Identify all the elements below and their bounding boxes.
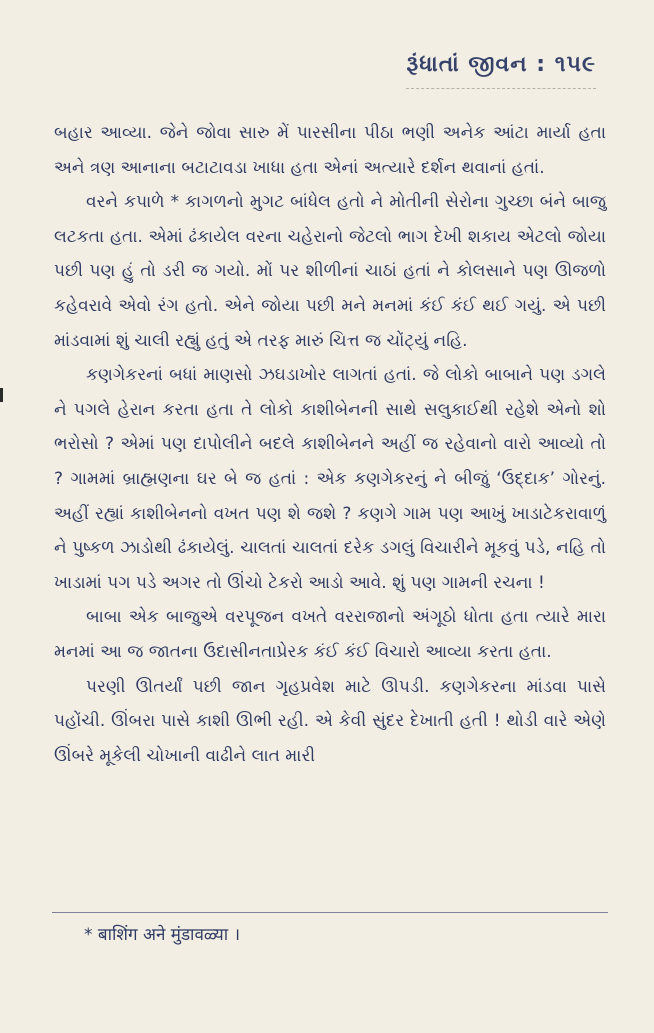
footnote: * बाशिंग अने मुंडावळ्या । bbox=[84, 925, 241, 945]
paragraph-4: બાબા એક બાજુએ વરપૂજન વખતે વરરાજાનો અંગૂઠો ધોતા હતા ત્યારે મારા મનમાં આ જ જાતના ઉદાસીનતાપ્રેરક કંઈ કંઈ વિચારો આવ્યા કરતા હતા. bbox=[54, 607, 606, 662]
paragraph-2: વરને કપાળે * કાગળનો મુગટ બાંધેલ હતો ને મોતીની સેરોના ગુચ્છા બંને બાજુ લટકતા હતા. એમાં ઢંકાયેલ વરના ચહેરાનો જેટલો ભાગ દેખી શકાય એટલો જોયા પછી પણ હું તો ડરી જ ગયો. મોં પર શીળીનાં ચાઠાં હતાં ને કોલસાને પણ ઊજળો કહેવરાવે એવો રંગ હતો. એને જોયા પછી મને મનમાં કંઈ કંઈ થઈ ગયું. એ પછી માંડવામાં શું ચાલી રહ્યું હતું એ તરફ મારું ચિત્ત જ ચોંટ્યું નહિ. bbox=[54, 192, 606, 351]
running-header: રૂંધાતાં જીવન : ૧૫૯ bbox=[406, 52, 596, 77]
paragraph-1: બહાર આવ્યા. જેને જોવા સારુ મેં પારસીના પીઠા ભણી અનેક આંટા માર્યા હતા અને ત્રણ આનાના બટાટાવડા ખાધા હતા એનાં અત્યારે દર્શન થવાનાં હતાં. bbox=[54, 123, 606, 178]
margin-mark bbox=[0, 388, 3, 402]
body-text bbox=[54, 116, 606, 773]
paragraph-5: પરણી ઊતર્યાં પછી જાન ગૃહપ્રવેશ માટે ઊપડી. કણગેકરના માંડવા પાસે પહોંચી. ઊંબરા પાસે કાશી ઊભી રહી. એ કેવી સુંદર દેખાતી હતી ! થોડી વારે એણે ઊંબરે મૂકેલી ચોખાની વાઢીને લાત મારી bbox=[54, 676, 606, 766]
footnote-divider bbox=[52, 912, 608, 913]
header-underline bbox=[406, 88, 596, 89]
paragraph-3: કણગેકરનાં બધાં માણસો ઝઘડાખોર લાગતાં હતાં. જે લોકો બાબાને પણ ડગલે ને પગલે હેરાન કરતા હતા તે લોકો કાશીબેનની સાથે સલુકાઈથી રહેશે એનો શો ભરોસો ? એમાં પણ દાપોલીને બદલે કાશીબેનને અહીં જ રહેવાનો વારો આવ્યો તો ? ગામમાં બ્રાહ્મણના ઘર બે જ હતાં : એક કણગેકરનું ને બીજું ‘ઉદ્દાક’ ગોરનું. અહીં રહ્યાં કાશીબેનનો વખત પણ શે જશે ? કણગે ગામ પણ આખું ખાડાટેકરાવાળું ને પુષ્કળ ઝાડોથી ઢંકાયેલું. ચાલતાં ચાલતાં દરેક ડગલું વિચારીને મૂકવું પડે, નહિ તો ખાડામાં પગ પડે અગર તો ઊંચો ટેકરો આડો આવે. શું પણ ગામની રચના ! bbox=[54, 365, 606, 593]
